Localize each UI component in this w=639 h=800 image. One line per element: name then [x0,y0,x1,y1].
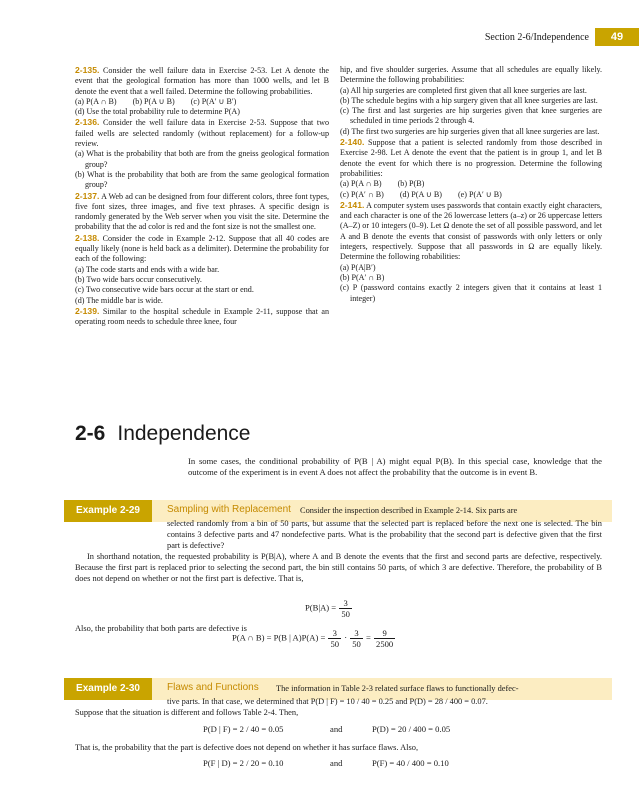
answer-option: (a) P(A ∩ B) [75,96,117,106]
equation-p-a-and-b: P(A ∩ B) = P(B | A)P(A) = $\frac{3}{50}$ · $\frac{3}{50}$ = $\frac{9}{2500}$ [232,628,394,649]
exercise-subitem: (c) P (password contains exactly 2 integers given that it contains at least 1 integer) [340,283,602,303]
exercise-subitem: (a) All hip surgeries are completed first given that all knee surgeries are last. [340,85,587,95]
exercise-number: 2-140. [340,137,365,148]
exercise-subitem: (c) Two consecutive wide bars occur at the start or end. [75,285,254,295]
exercise [340,200,602,263]
example-2-30-title: Flaws and Functions [167,682,259,693]
example-2-29-para2: In shorthand notation, the requested probability is P(B|A), where A and B denote the events that the first and second parts are defective, respectively. Because the first part is replaced prior to selecting the second part, the bin still contains 50 parts, of which 3 are defective. Therefore, the probability of B does not depend on whether or not the first part is defective. That is, [75,552,602,583]
exercise-subitem: (d) The first two surgeries are hip surgeries given that all knee surgeries are last. [340,126,600,136]
exercise-subitem: (b) Two wide bars occur consecutively. [75,274,202,284]
exercise-text [340,65,602,86]
exercise-subitem: (c) The first and last surgeries are hip surgeries given that knee surgeries are scheduled in time periods 2 through 4. [340,106,602,126]
exercise [75,306,329,328]
example-2-29-cont: selected randomly from a bin of 50 parts, but assume that the selected part is replaced before the next one is selected. The bin contains 3 defective parts and 47 nondefective parts. What is the probability that the second part is defective given that the first part is defective? [167,519,602,550]
right-column [340,65,602,304]
answer-option: (c) P(A′ ∩ B) [340,189,384,199]
exercise-subitem: (d) Use the total probability rule to determine P(A) [75,107,240,117]
running-header: Section 2-6/Independence [484,32,589,43]
section-intro: In some cases, the conditional probability of P(B | A) might equal P(B). In this special case, knowledge that the outcome of the experiment is in event A does not affect the probability that the outcome is in event B. [188,456,602,477]
exercise-subitem: (a) What is the probability that both are from the gneiss geological formation group? [75,149,329,169]
equation-p-d-given-f: P(D | F) = 2 / 40 = 0.05 [203,724,284,734]
exercise-body: hip, and five shoulder surgeries. Assume that all schedules are equally likely. Determine the following probabilities: [340,65,602,85]
equation-and-1: and [330,724,343,734]
section-title: Independence [117,422,251,445]
equation-and-2: and [330,758,343,768]
exercise-subitem: (a) The code starts and ends with a wide bar. [75,264,220,274]
exercise [75,191,329,233]
exercise-body: A computer system uses passwords that contain exactly eight characters, and each character is one of the 26 lowercase letters (a–z) or 26 uppercase letters (A–Z) or 10 integers (0–9). Let Ω denote the set of all possible password, and let A and B denote the events that consist of passwords with only letters or only integers, respectively. Suppose that all passwords in Ω are equally likely. Determine the following robabilities: [340,200,603,262]
exercise-body: Consider the code in Example 2-12. Suppose that all 40 codes are equally likely (none is held back as a delimiter). Determine the probability for each of the following: [75,233,329,264]
answer-row [75,97,329,107]
left-column [75,65,329,327]
exercise-body: A Web ad can be designed from four different colors, three font types, five font sizes, three images, and five text phrases. A specific design is randomly generated by the Web server when you visit the site. Determine the probability that the ad color is red and the font size is not the smallest one. [75,191,329,232]
example-2-30-firstline: The information in Table 2-3 related surface flaws to functionally defec- [276,684,519,693]
equation-p-f-given-d: P(F | D) = 2 / 20 = 0.10 [203,758,284,768]
page-number: 49 [595,28,639,46]
exercise [75,65,329,97]
exercise [75,117,329,149]
answer-option: (d) P(A ∪ B) [399,189,442,199]
example-2-29-title: Sampling with Replacement [167,504,291,515]
exercise-number: 2-138. [75,232,100,243]
answer-option: (b) P(A ∪ B) [132,96,175,106]
exercise-subitem: (b) P(A′ ∩ B) [340,272,385,282]
exercise-body: Suppose that a patient is selected randomly from those described in Exercise 2-98. Let A denote the event that the patient is in group 1, and let B denote the event for which there is no progression. Determine the following probabilities: [340,138,602,178]
example-2-29-firstline: Consider the inspection described in Example 2-14. Six parts are [300,506,518,515]
example-2-29-label: Example 2-29 [64,500,152,522]
example-2-30-label: Example 2-30 [64,678,152,700]
exercise-subitem: (b) What is the probability that both are from the same geological formation group? [75,169,329,190]
example-2-30-body [75,696,602,718]
example-2-29-body [75,518,602,584]
exercise-body: Consider the well failure data in Exercise 2-53. Let A denote the event that the geological formation has more than 1000 wells, and let B denote the event that a well failed. Determine the following probabilities. [75,66,329,96]
answer-option: (b) P(B) [397,179,425,189]
exercise [340,137,602,179]
answer-row [340,179,602,189]
section-number: 2-6 [75,422,106,445]
answer-option: (c) P(A′ ∪ B′) [190,96,237,106]
exercise-number: 2-135. [75,65,100,75]
exercise-number: 2-141. [340,199,365,210]
answer-option: (a) P(A ∩ B) [340,179,382,189]
example-2-30-thatis: That is, the probability that the part is defective does not depend on whether it has surface flaws. Also, [75,743,419,752]
exercise-body: Similar to the hospital schedule in Example 2-11, suppose that an operating room needs to schedule three knee, four [75,306,329,327]
example-2-30-suppose: Suppose that the situation is different and follows Table 2-4. Then, [75,708,299,717]
equation-p-f: P(F) = 40 / 400 = 0.10 [372,758,449,768]
answer-row [340,190,602,200]
exercise-body: Consider the well failure data in Exercise 2-53. Suppose that two failed wells are selected randomly (without replacement) for a follow-up review. [75,118,329,149]
exercise-number: 2-137. [75,190,100,201]
example-2-30-cont: tive parts. In that case, we determined that P(D | F) = 10 / 40 = 0.25 and P(D) = 28 / 400 = 0.07. [167,697,488,706]
exercise-subitem: (a) P(A|B′) [340,262,376,272]
equation-p-b-given-a: P(B|A) = $\frac{3}{50}$ [305,598,350,619]
exercise-subitem: (d) The middle bar is wide. [75,295,163,305]
exercise-number: 2-136. [75,117,100,128]
exercise-subitem: (b) The schedule begins with a hip surgery given that all knee surgeries are last. [340,95,598,105]
exercise-number: 2-139. [75,305,100,316]
answer-option: (e) P(A′ ∪ B) [457,189,502,199]
equation-p-d: P(D) = 20 / 400 = 0.05 [372,724,451,734]
section-heading [75,422,251,446]
exercise [75,233,329,265]
example-2-29-also: Also, the probability that both parts are defective is [75,624,247,633]
